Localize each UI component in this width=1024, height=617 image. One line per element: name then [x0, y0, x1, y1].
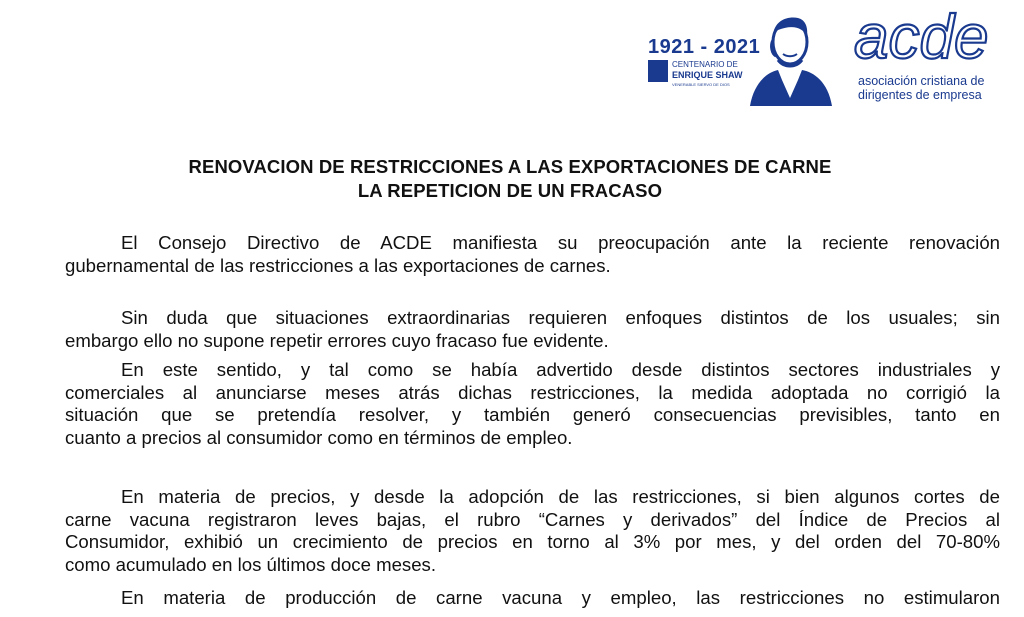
paragraph-line: Consumidor, exhibió un crecimiento de precios en torno al 3% por mes, y del orden del 70-80% [65, 531, 1000, 552]
document-title-line1: RENOVACION DE RESTRICCIONES A LAS EXPORTACIONES DE CARNE [188, 156, 832, 177]
paragraph-line: En este sentido, y tal como se había advertido desde distintos sectores industriales y [121, 359, 1000, 380]
paragraph-line: como acumulado en los últimos doce meses. [65, 553, 437, 575]
acde-logo [852, 8, 1012, 68]
portrait-icon [748, 10, 832, 106]
document-title-line2: LA REPETICION DE UN FRACASO [357, 180, 663, 201]
paragraph-line: embargo ello no supone repetir errores cuyo fracaso fue evidente. [65, 329, 609, 351]
paragraph-line: Sin duda que situaciones extraordinarias requieren enfoques distintos de los usuales; sin [121, 307, 1000, 328]
centenary-line2: ENRIQUE SHAW [672, 70, 743, 80]
paragraph-line: En materia de precios, y desde la adopción de las restricciones, si bien algunos cortes de [121, 486, 1000, 507]
paragraph-line: El Consejo Directivo de ACDE manifiesta su preocupación ante la reciente renovación [121, 232, 1000, 253]
acde-tagline-line1: asociación cristiana de [858, 74, 985, 88]
centenary-years: 1921 - 2021 [648, 36, 761, 58]
paragraph-line: gubernamental de las restricciones a las exportaciones de carnes. [65, 254, 611, 276]
acde-wordmark-text: acde [854, 8, 989, 68]
paragraph-line: cuanto a precios al consumidor como en términos de empleo. [65, 426, 573, 448]
paragraph-line: situación que se pretendía resolver, y también generó consecuencias previsibles, tanto en [65, 404, 1000, 425]
paragraph-1 [65, 232, 1000, 277]
paragraph-line: comerciales al anunciarse meses atrás dichas restricciones, la medida adoptada no corrigió la [65, 381, 1000, 403]
header-logos [640, 6, 1020, 106]
centenary-line1: CENTENARIO DE [672, 60, 738, 69]
paragraph-2 [65, 307, 1000, 352]
acde-tagline-line2: dirigentes de empresa [858, 88, 982, 102]
paragraph-line: carne vacuna registraron leves bajas, el rubro “Carnes y derivados” del Índice de Precios al [65, 508, 1000, 530]
centenary-line3: VENERABLE SIERVO DE DIOS [672, 82, 730, 87]
paragraph-5 [65, 587, 1000, 610]
paragraph-3 [65, 359, 1000, 449]
centenary-ribbon-icon [648, 60, 668, 82]
paragraph-line: En materia de producción de carne vacuna y empleo, las restricciones no estimularon [121, 587, 1000, 608]
paragraph-4 [65, 486, 1000, 576]
